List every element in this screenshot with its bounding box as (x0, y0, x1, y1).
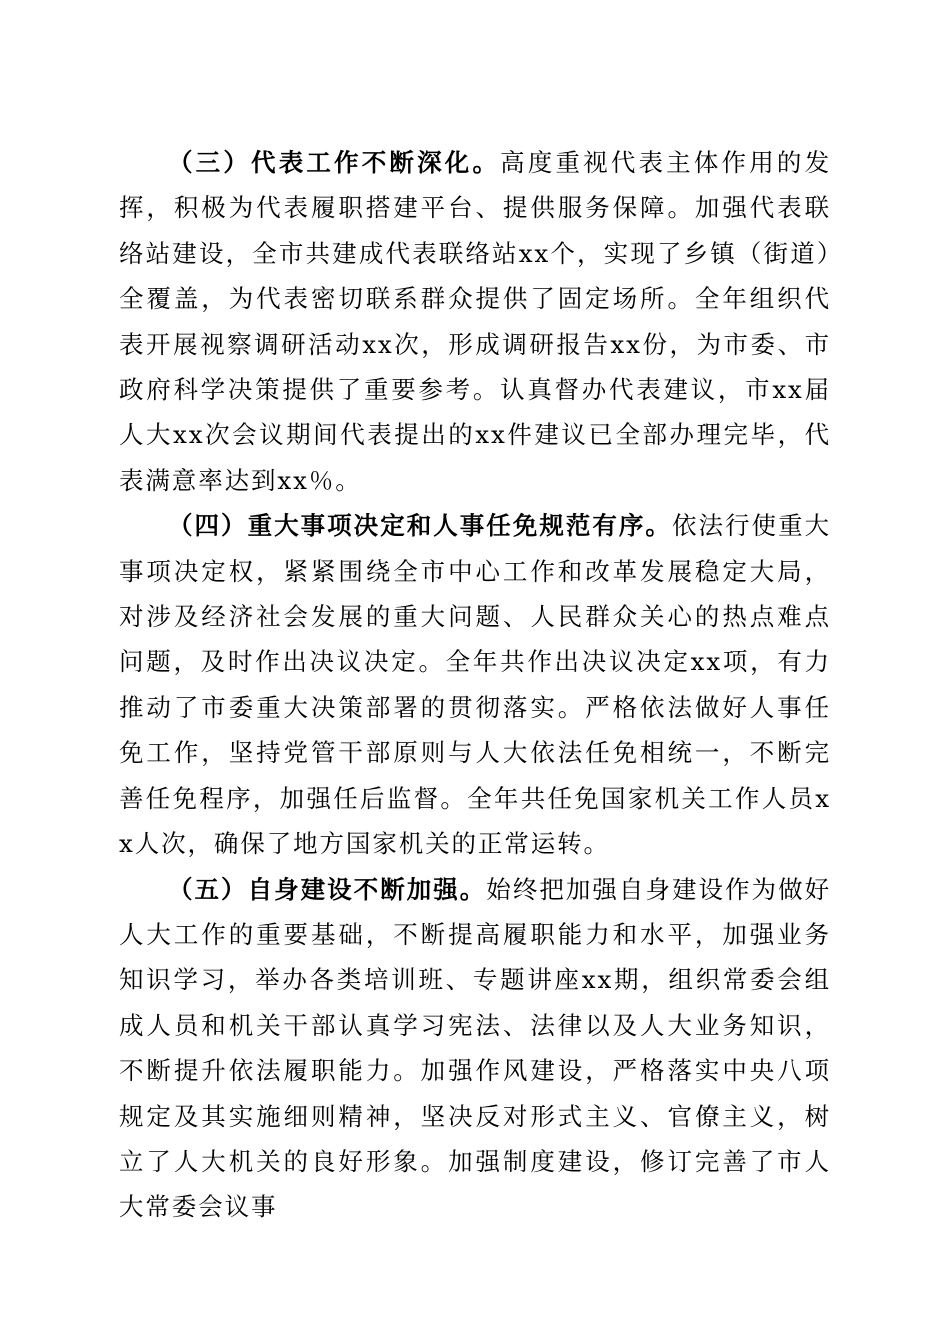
paragraph-representatives-work (119, 140, 831, 503)
document-body (119, 140, 831, 1230)
paragraph-heading: （四）重大事项决定和人事任免规范有序。 (168, 511, 672, 541)
paragraph-text: 始终把加强自身建设作为做好人大工作的重要基础，不断提高履职能力和水平，加强业务知识学习，举办各类培训班、专题讲座xx期，组织常委会组成人员和机关干部认真学习宪法、法律以及人大业务知识，不断提升依法履职能力。加强作风建设，严格落实中央八项规定及其实施细则精神，坚决反对形式主义、官僚主义，树立了人大机关的良好形象。加强制度建设，修订完善了市人大常委会议事 (119, 874, 831, 1222)
paragraph-heading: （五）自身建设不断加强。 (168, 874, 487, 904)
paragraph-self-construction (119, 867, 831, 1230)
paragraph-heading: （三）代表工作不断深化。 (168, 148, 501, 177)
paragraph-text: 依法行使重大事项决定权，紧紧围绕全市中心工作和改革发展稳定大局，对涉及经济社会发展的重大问题、人民群众关心的热点难点问题，及时作出决议决定。全年共作出决议决定xx项，有力推动了市委重大决策部署的贯彻落实。严格依法做好人事任免工作，坚持党管干部原则与人大依法任免相统一，不断完善任免程序，加强任后监督。全年共任免国家机关工作人员xx人次，确保了地方国家机关的正常运转。 (119, 511, 831, 859)
paragraph-text: 高度重视代表主体作用的发挥，积极为代表履职搭建平台、提供服务保障。加强代表联络站建设，全市共建成代表联络站xx个，实现了乡镇（街道）全覆盖，为代表密切联系群众提供了固定场所。全年组织代表开展视察调研活动xx次，形成调研报告xx份，为市委、市政府科学决策提供了重要参考。认真督办代表建议，市xx届人大xx次会议期间代表提出的xx件建议已全部办理完毕，代表满意率达到xx％。 (119, 148, 831, 495)
paragraph-major-decisions (119, 503, 831, 866)
